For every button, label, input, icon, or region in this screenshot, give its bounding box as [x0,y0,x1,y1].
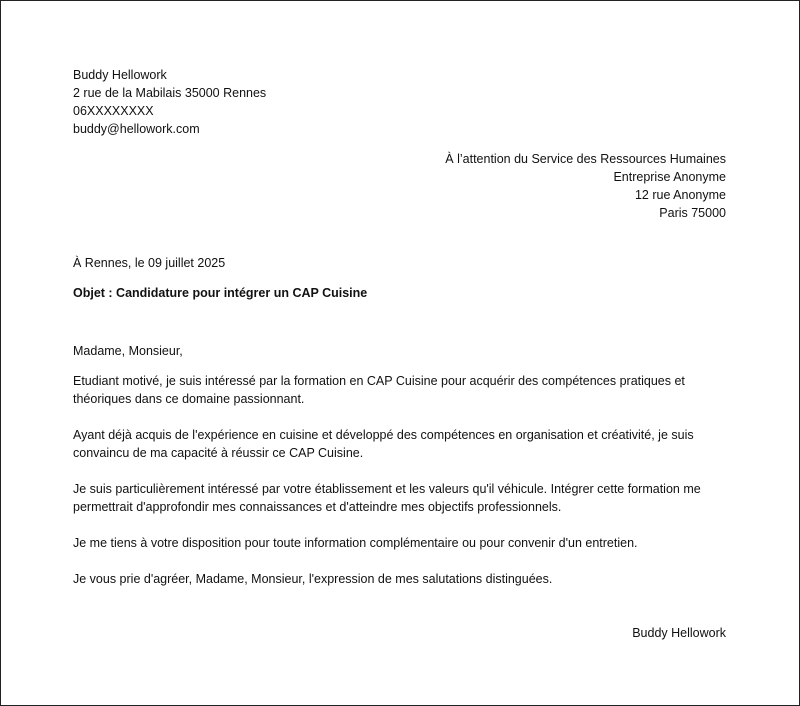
sender-phone: 06XXXXXXXX [73,104,154,118]
paragraph-3: Je suis particulièrement intéressé par votre établissement et les valeurs qu'il véhicule. Intégrer cette formation me permettrait d'approfondir mes connaissances et d'atteindre mes objectifs professionnels. [73,482,701,514]
signature: Buddy Hellowork [632,626,726,640]
closing-paragraph: Je vous prie d'agréer, Madame, Monsieur, l'expression de mes salutations distinguées. [73,572,553,586]
paragraph-1: Etudiant motivé, je suis intéressé par la formation en CAP Cuisine pour acquérir des compétences pratiques et théoriques dans ce domaine passionnant. [73,374,685,406]
paragraph-2: Ayant déjà acquis de l'expérience en cuisine et développé des compétences en organisation et créativité, je suis convaincu de ma capacité à réussir ce CAP Cuisine. [73,428,694,460]
salutation: Madame, Monsieur, [73,344,183,358]
recipient-company: Entreprise Anonyme [613,170,726,184]
recipient-block [445,150,726,222]
sender-name: Buddy Hellowork [73,68,167,82]
letter-subject: Objet : Candidature pour intégrer un CAP Cuisine [73,286,368,300]
recipient-street: 12 rue Anonyme [634,188,726,202]
sender-email: buddy@hellowork.com [73,122,200,136]
letter-body [73,342,733,606]
sender-address: 2 rue de la Mabilais 35000 Rennes [73,86,267,100]
letter-date: À Rennes, le 09 juillet 2025 [73,256,226,270]
sender-block [73,66,266,138]
recipient-city: Paris 75000 [659,206,726,220]
recipient-attention: À l’attention du Service des Ressources Humaines [445,152,726,166]
paragraph-4: Je me tiens à votre disposition pour toute information complémentaire ou pour convenir d'un entretien. [73,536,638,550]
